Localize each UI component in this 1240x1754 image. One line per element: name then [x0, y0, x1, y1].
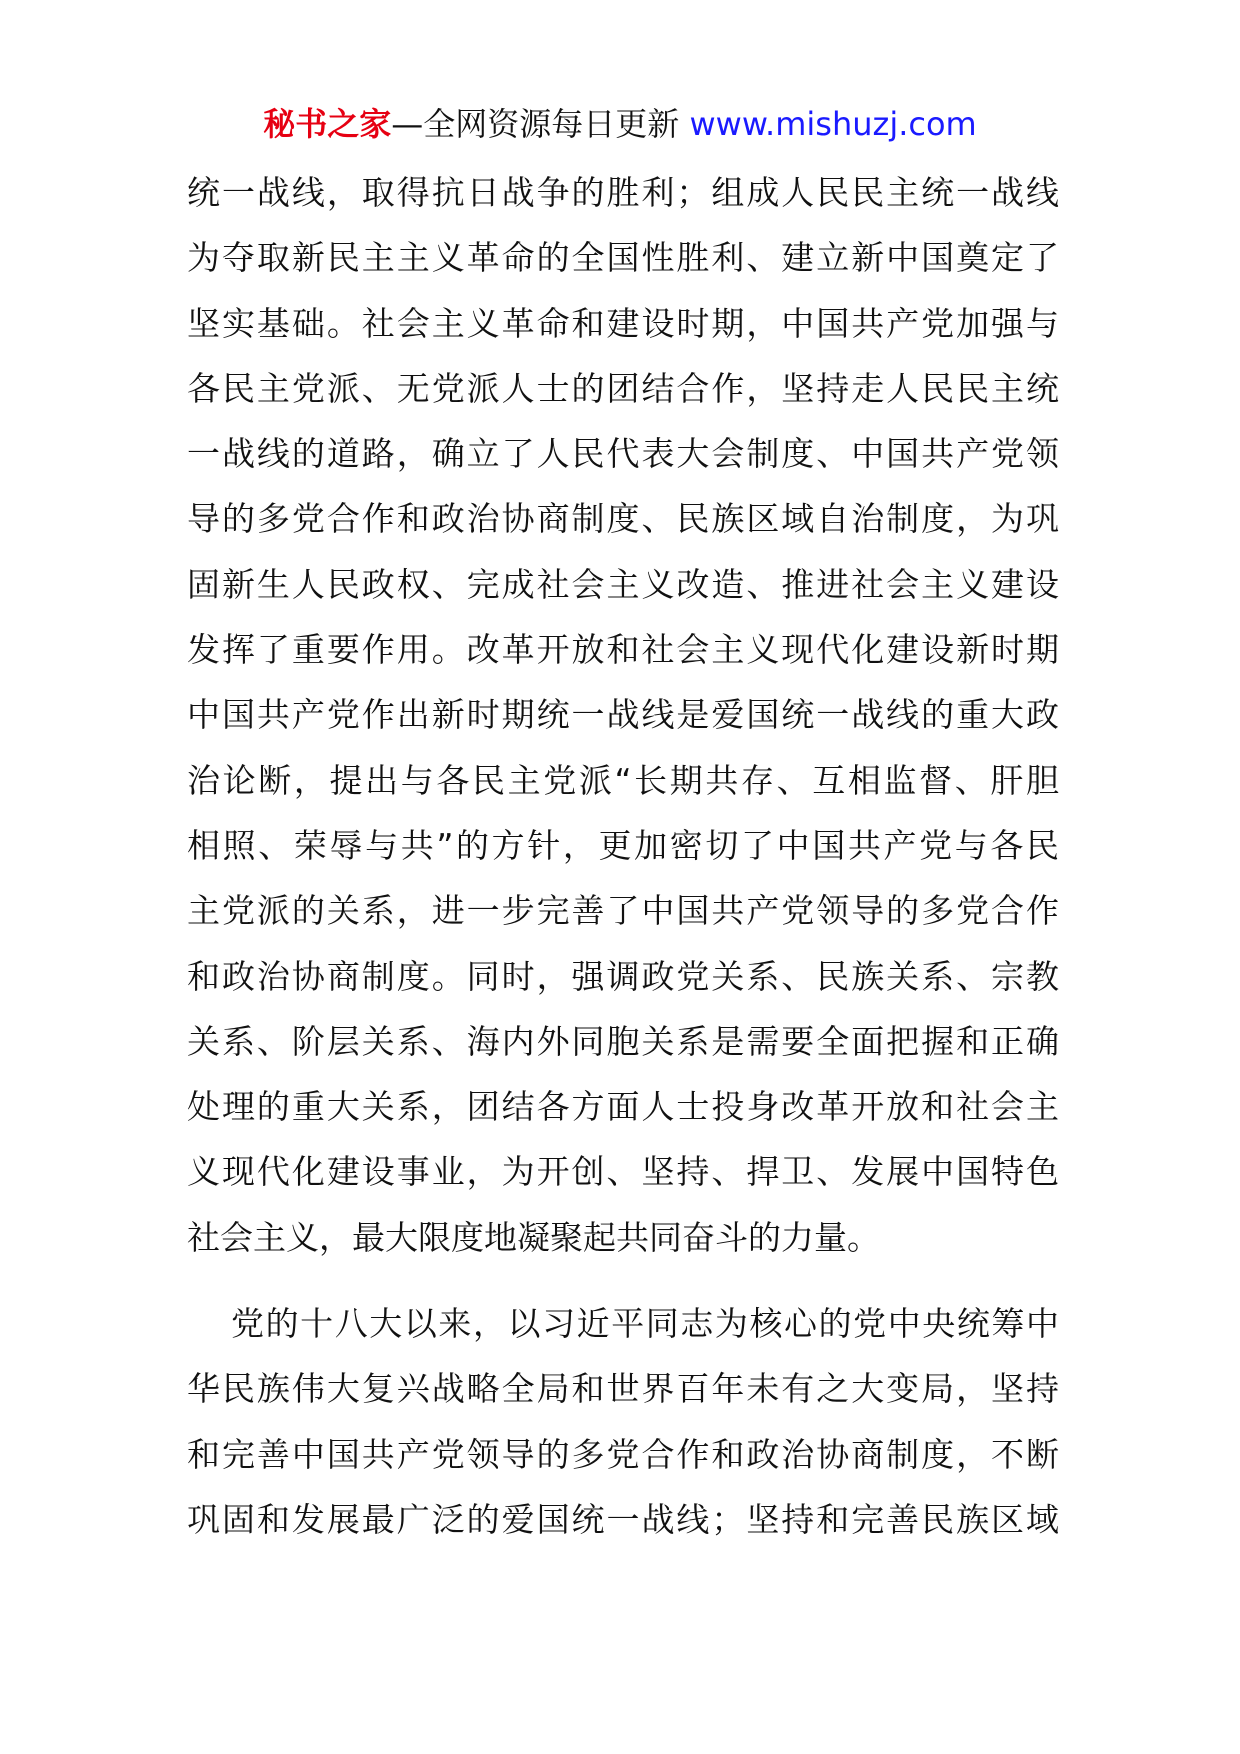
text-line: 治论断，提出与各民主党派“长期共存、互相监督、肝胆 [187, 760, 1059, 800]
text-line: 一战线的道路，确立了人民代表大会制度、中国共产党领 [187, 434, 1059, 474]
text-line: 各民主党派、无党派人士的团结合作，坚持走人民民主统 [187, 368, 1059, 408]
text-line: 义现代化建设事业，为开创、坚持、捍卫、发展中国特色 [187, 1152, 1059, 1192]
text-line: 固新生人民政权、完成社会主义改造、推进社会主义建设 [187, 564, 1059, 604]
paragraph-1 [187, 160, 1059, 1270]
text-line: 发挥了重要作用。改革开放和社会主义现代化建设新时期 [187, 630, 1059, 670]
header-slogan: —全网资源每日更新 [391, 105, 690, 143]
text-line: 主党派的关系，进一步完善了中国共产党领导的多党合作 [187, 891, 1059, 931]
text-line: 坚实基础。社会主义革命和建设时期，中国共产党加强与 [187, 303, 1059, 343]
text-line: 关系、阶层关系、海内外同胞关系是需要全面把握和正确 [187, 1021, 1059, 1061]
text-line: 导的多党合作和政治协商制度、民族区域自治制度，为巩 [187, 499, 1059, 539]
text-line: 相照、荣辱与共”的方针，更加密切了中国共产党与各民 [187, 825, 1059, 865]
text-line: 党的十八大以来，以习近平同志为核心的党中央统筹中 [231, 1304, 1059, 1344]
text-line: 社会主义，最大限度地凝聚起共同奋斗的力量。 [187, 1217, 880, 1257]
paragraph-2 [187, 1291, 1059, 1552]
text-line: 和完善中国共产党领导的多党合作和政治协商制度，不断 [187, 1434, 1059, 1474]
text-line: 处理的重大关系，团结各方面人士投身改革开放和社会主 [187, 1087, 1059, 1127]
site-url-link[interactable]: www.mishuzj.com [689, 105, 977, 143]
text-line: 和政治协商制度。同时，强调政党关系、民族关系、宗教 [187, 956, 1059, 996]
watermark-header [0, 102, 1240, 146]
text-line: 统一战线，取得抗日战争的胜利；组成人民民主统一战线 [187, 173, 1059, 212]
document-body [187, 160, 1059, 1552]
text-line: 中国共产党作出新时期统一战线是爱国统一战线的重大政 [187, 695, 1059, 735]
text-line: 为夺取新民主主义革命的全国性胜利、建立新中国奠定了 [187, 238, 1059, 278]
text-line: 华民族伟大复兴战略全局和世界百年未有之大变局，坚持 [187, 1369, 1059, 1409]
text-line: 巩固和发展最广泛的爱国统一战线；坚持和完善民族区域 [187, 1499, 1059, 1539]
brand-name: 秘书之家 [263, 105, 392, 143]
